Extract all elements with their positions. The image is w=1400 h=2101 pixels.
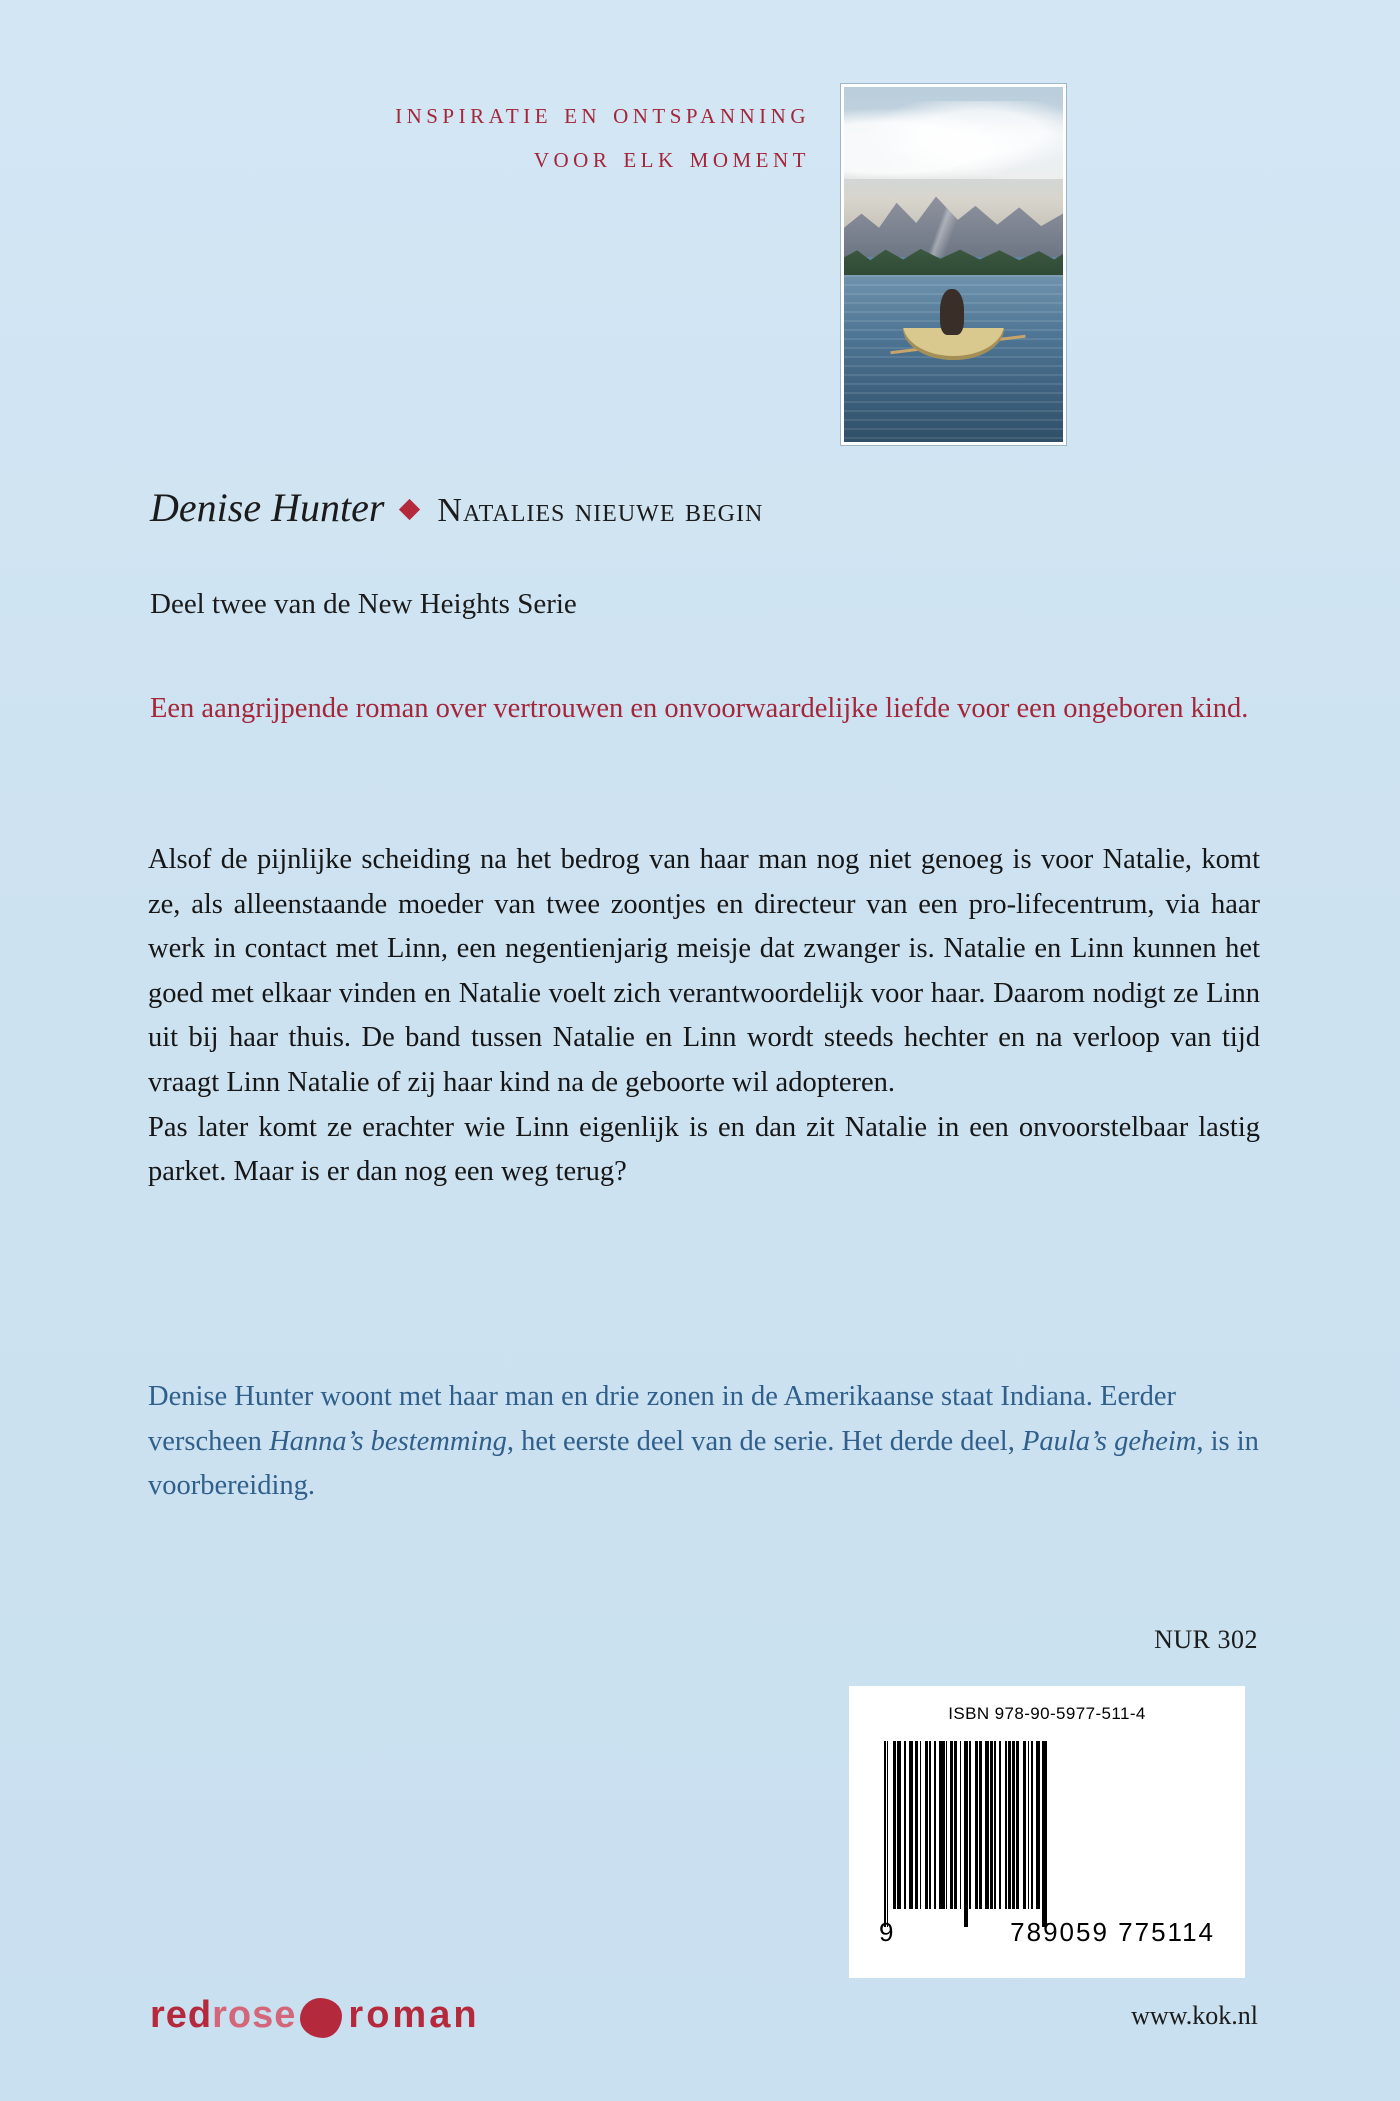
author-bio bbox=[148, 1375, 1260, 1509]
cover-thumbnail-image bbox=[841, 84, 1066, 445]
logo-roman-text: roman bbox=[348, 1994, 480, 2036]
barcode-block bbox=[849, 1686, 1245, 1978]
logo-red-text: red bbox=[150, 1994, 213, 2036]
publisher-website: www.kok.nl bbox=[1131, 2001, 1258, 2030]
bio-title-2: Paula’s geheim bbox=[1021, 1425, 1197, 1457]
synopsis-paragraph-2: Pas later komt ze erachter wie Linn eigenlijk is en dan zit Natalie in een onvoorstelbaar lastig parket. Maar is er dan nog een weg terug? bbox=[148, 1111, 1260, 1188]
bio-text-1: Denise Hunter woont met haar man en drie zonen in de Amerikaanse staat Indiana. Eerder verscheen bbox=[148, 1381, 1176, 1457]
rose-blot-icon bbox=[300, 1998, 342, 2038]
barcode-bar bbox=[1044, 1741, 1047, 1927]
bio-text-3: , is in voorbereiding. bbox=[148, 1425, 1259, 1502]
tagline bbox=[150, 92, 810, 179]
isbn-label: ISBN 978-90-5977-511-4 bbox=[948, 1704, 1146, 1723]
book-title: Natalies nieuwe begin bbox=[437, 492, 764, 529]
lead-paragraph: Een aangrijpende roman over vertrouwen en onvoorwaardelijke liefde voor een ongeboren kind. bbox=[150, 693, 1249, 724]
tagline-line-2: voor elk moment bbox=[533, 140, 810, 174]
barcode-digit-left: 9 bbox=[879, 1917, 896, 1947]
tagline-line-1: inspiratie en ontspanning bbox=[395, 97, 810, 130]
series-subtitle: Deel twee van de New Heights Serie bbox=[150, 588, 577, 620]
barcode-digits-right: 789059 775114 bbox=[1010, 1917, 1215, 1947]
nur-code: NUR 302 bbox=[1154, 1625, 1258, 1654]
diamond-separator-icon bbox=[399, 499, 420, 520]
synopsis-paragraph-1: Alsof de pijnlijke scheiding na het bedrog van haar man nog niet genoeg is voor Natalie, komt ze, als alleenstaande moeder van twee zoontjes en directeur van een pro-lifecentrum, via haar werk in contact met Linn, een negentienjarig meisje dat zwanger is. Natalie en Linn kunnen het goed met elkaar vinden en Natalie voelt zich verantwoordelijk voor haar. Daarom nodigt ze Linn uit bij haar thuis. De band tussen Natalie en Linn wordt steeds hechter en na verloop van tijd vraagt Linn Natalie of zij haar kind na de geboorte wil adopteren. bbox=[148, 844, 1260, 1098]
publisher-logo bbox=[150, 1994, 480, 2037]
author-name: Denise Hunter bbox=[150, 485, 385, 530]
bio-text-2: , het eerste deel van de serie. Het derde deel, bbox=[506, 1425, 1022, 1457]
barcode-bars bbox=[884, 1741, 1210, 1909]
bio-title-1: Hanna’s bestemming bbox=[269, 1425, 507, 1457]
person-figure-icon bbox=[940, 289, 964, 335]
clouds-region bbox=[844, 101, 1063, 179]
barcode-digits bbox=[879, 1917, 1215, 1948]
title-line bbox=[150, 484, 1250, 531]
logo-rose-text: rose bbox=[212, 1994, 297, 2036]
synopsis bbox=[148, 838, 1260, 1195]
